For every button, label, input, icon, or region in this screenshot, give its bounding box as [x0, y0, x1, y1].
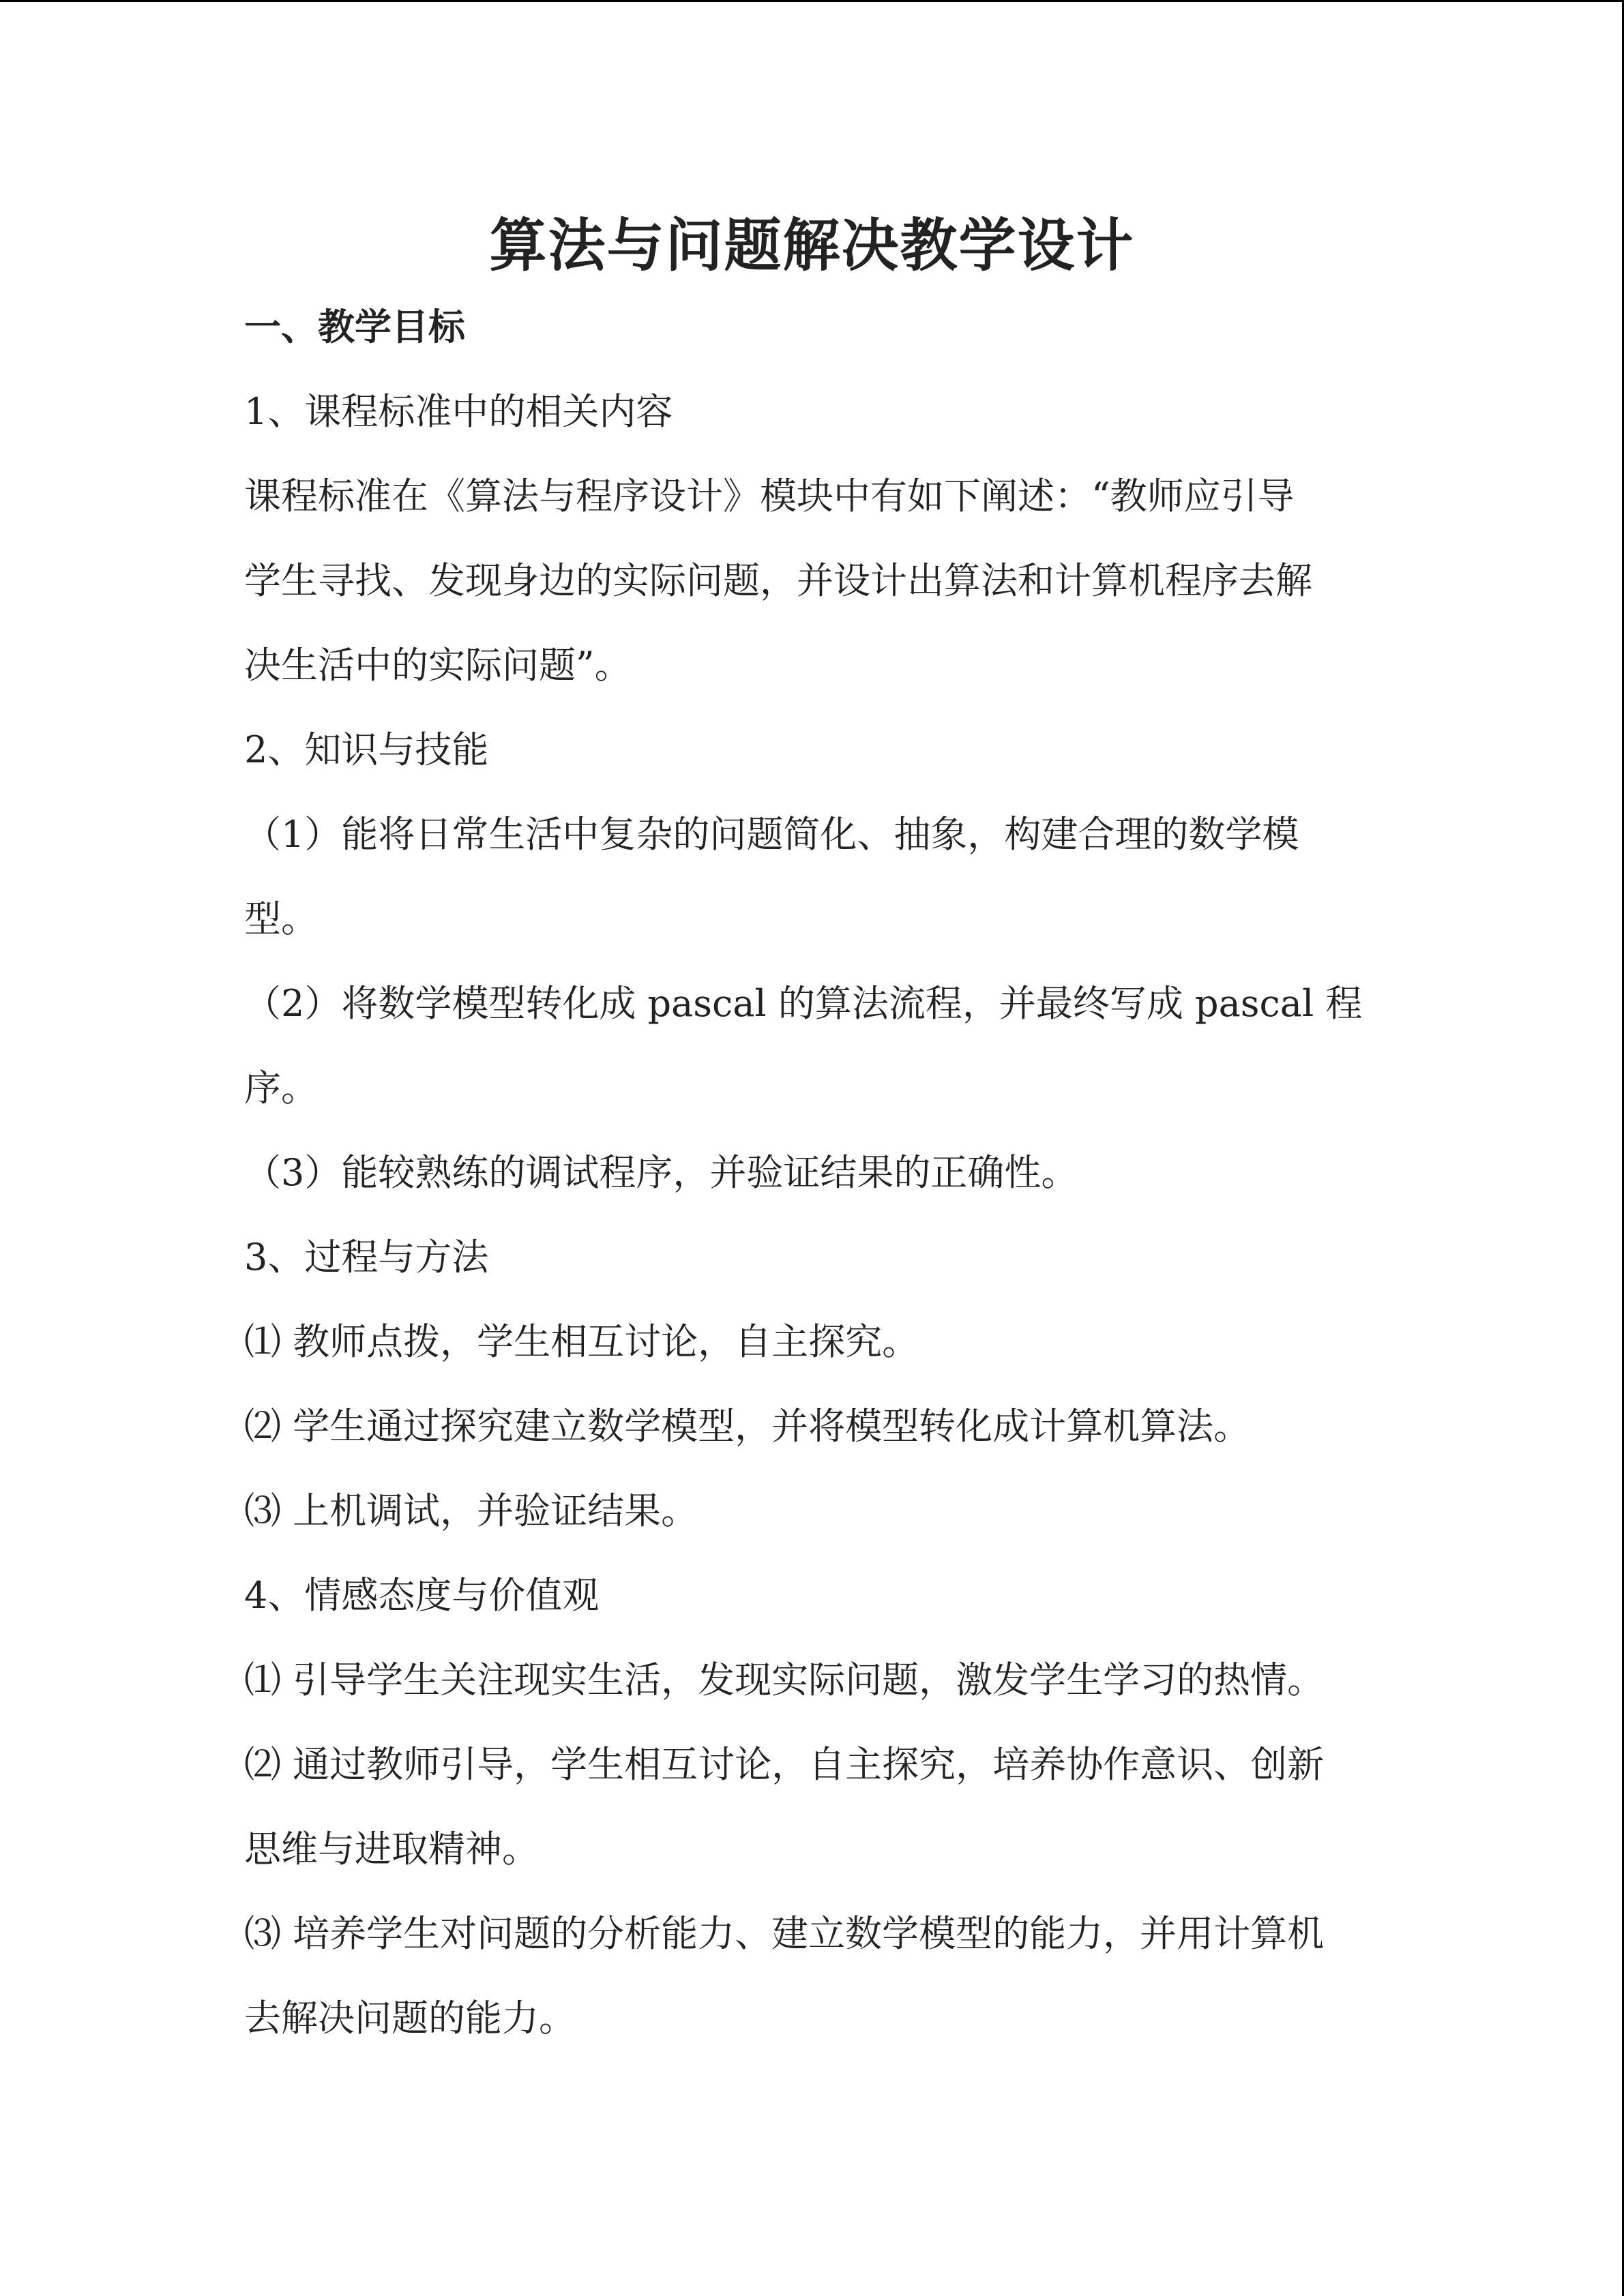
page-top-border: [0, 0, 1624, 2]
paragraph-line: 决生活中的实际问题”。: [244, 644, 632, 687]
list-item-line: ⑴ 引导学生关注现实生活，发现实际问题，激发学生学习的热情。: [244, 1658, 1325, 1701]
list-item-line: 型。: [244, 897, 318, 940]
list-item-line: 去解决问题的能力。: [244, 1997, 576, 2040]
list-item-line: 思维与进取精神。: [244, 1828, 539, 1870]
list-item-line: ⑵ 学生通过探究建立数学模型，并将模型转化成计算机算法。: [244, 1405, 1251, 1448]
document-body: [244, 285, 1380, 2061]
document-title: 算法与问题解决教学设计: [489, 212, 1135, 279]
paragraph-line: 课程标准在《算法与程序设计》模块中有如下阐述：“教师应引导: [244, 475, 1295, 518]
subheading-curriculum-standard: 1、课程标准中的相关内容: [244, 390, 673, 433]
list-item-line: （3）能较熟练的调试程序，并验证结果的正确性。: [244, 1151, 1078, 1194]
list-item-line: 序。: [244, 1067, 318, 1109]
section-heading-teaching-goals: 一、教学目标: [244, 305, 465, 348]
list-item-line: ⑶ 上机调试，并验证结果。: [244, 1489, 698, 1532]
list-item-line: （1）能将日常生活中复杂的问题简化、抽象，构建合理的数学模: [244, 813, 1299, 856]
paragraph-line: 学生寻找、发现身边的实际问题，并设计出算法和计算机程序去解: [244, 559, 1312, 602]
subheading-attitudes-values: 4、情感态度与价值观: [244, 1574, 600, 1617]
list-item-line: （2）将数学模型转化成 pascal 的算法流程，并最终写成 pascal 程: [244, 982, 1363, 1025]
list-item-line: ⑴ 教师点拨，学生相互讨论，自主探究。: [244, 1320, 919, 1363]
subheading-knowledge-skills: 2、知识与技能: [244, 728, 489, 771]
list-item-line: ⑵ 通过教师引导，学生相互讨论，自主探究，培养协作意识、创新: [244, 1743, 1325, 1786]
list-item-line: ⑶ 培养学生对问题的分析能力、建立数学模型的能力，并用计算机: [244, 1912, 1325, 1955]
subheading-process-methods: 3、过程与方法: [244, 1236, 489, 1279]
